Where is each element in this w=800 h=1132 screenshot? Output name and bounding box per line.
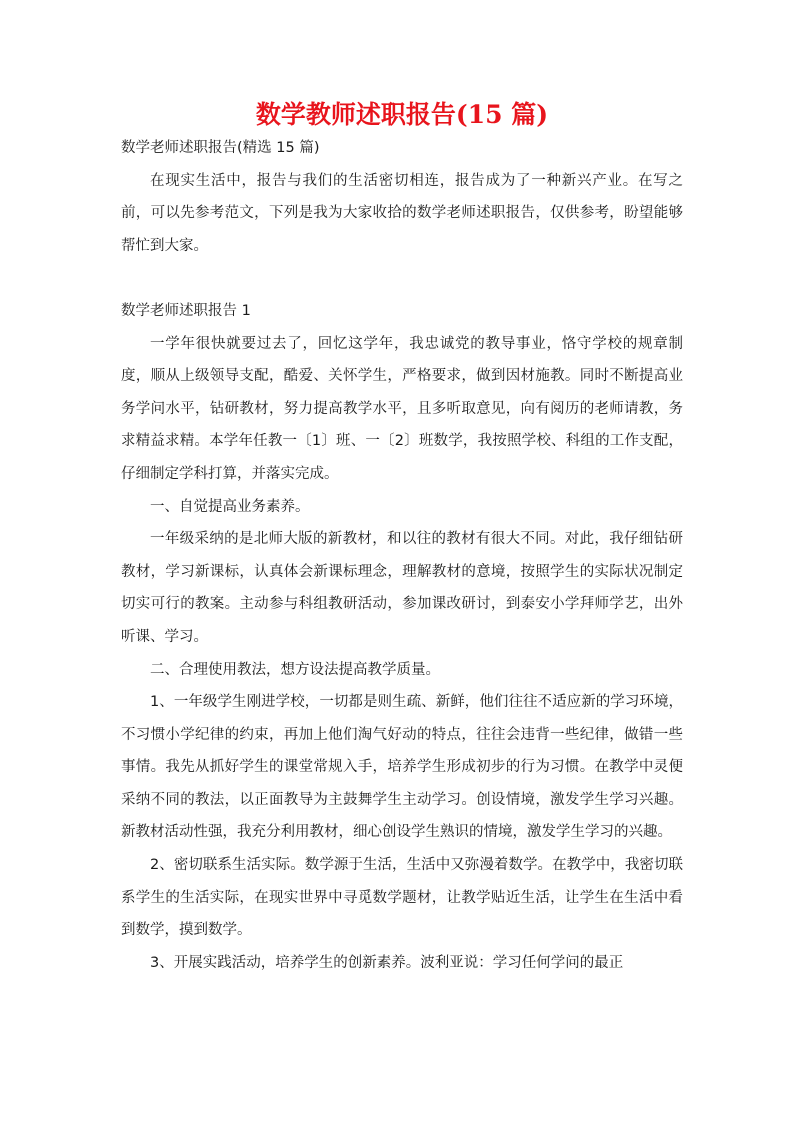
body-paragraph: 一年级采纳的是北师大版的新教材，和以往的教材有很大不同。对此，我仔细钻研教材，学习新课标，认真体会新课标理念，理解教材的意境，按照学生的实际状况制定切实可行的教案。主动参与科组教研活动，参加课改研讨，到泰安小学拜师学艺，出外听课、学习。 (121, 531, 683, 645)
body-paragraph: 一学年很快就要过去了，回忆这学年，我忠诚党的教导事业，恪守学校的规章制度，顺从上级领导支配，酷爱、关怀学生，严格要求，做到因材施教。同时不断提高业务学问水平，钻研教材，努力提高教学水平，且多听取意见，向有阅历的老师请教，务求精益求精。本学年任教一〔1〕班、一〔2〕班数学，我按照学校、科组的工作支配，仔细制定学科打算，并落实完成。 (121, 335, 683, 482)
document-body (121, 132, 683, 979)
body-paragraph: 2、密切联系生活实际。数学源于生活，生活中又弥漫着数学。在教学中，我密切联系学生的生活实际，在现实世界中寻觅数学题材，让教学贴近生活，让学生在生活中看到数学，摸到数学。 (121, 857, 683, 939)
document-subtitle: 数学老师述职报告(精选 15 篇) (121, 140, 320, 156)
body-paragraph: 1、一年级学生刚进学校，一切都是则生疏、新鲜，他们往往不适应新的学习环境，不习惯小学纪律的约束，再加上他们淘气好动的特点，往往会违背一些纪律，做错一些事情。我先从抓好学生的课堂常规入手，培养学生形成初步的行为习惯。在教学中灵便采纳不同的教法，以正面教导为主鼓舞学生主动学习。创设情境，激发学生学习兴趣。新教材活动性强，我充分利用教材，细心创设学生熟识的情境，激发学生学习的兴趣。 (121, 694, 683, 841)
subheading-2: 二、合理使用教法，想方设法提高教学质量。 (150, 661, 440, 678)
intro-paragraph: 在现实生活中，报告与我们的生活密切相连，报告成为了一种新兴产业。在写之前，可以先参考范文，下列是我为大家收拾的数学老师述职报告，仅供参考，盼望能够帮忙到大家。 (121, 172, 683, 254)
subheading-1: 一、自觉提高业务素养。 (150, 498, 310, 515)
section-heading: 数学老师述职报告 1 (121, 302, 251, 319)
document-title: 数学教师述职报告(15 篇) (255, 100, 549, 129)
body-paragraph: 3、开展实践活动，培养学生的创新素养。波利亚说：学习任何学问的最正 (150, 954, 624, 971)
blank-line (121, 262, 683, 295)
